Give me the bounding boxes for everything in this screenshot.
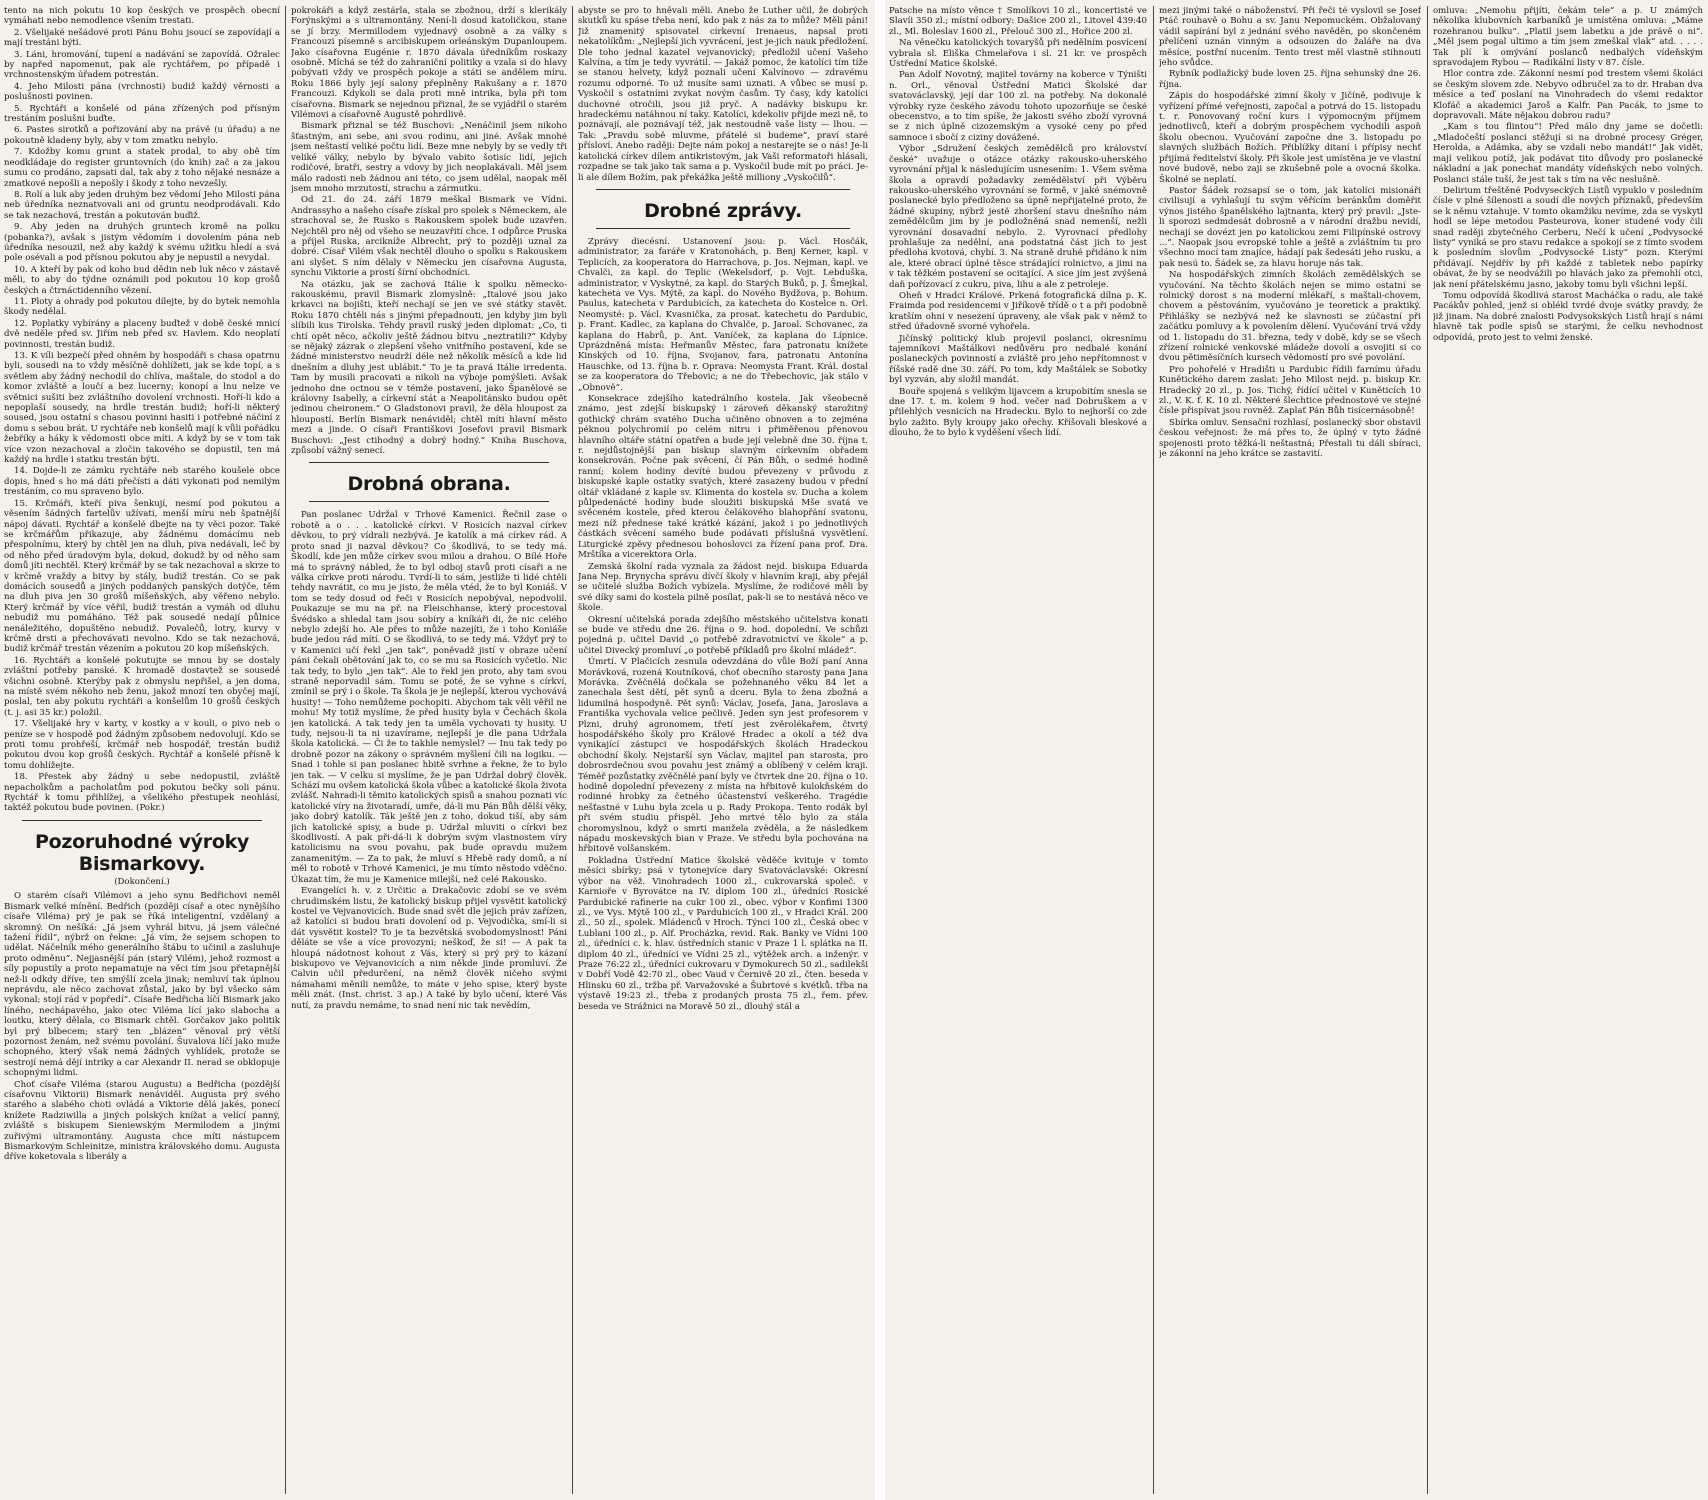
paragraph: Pokladna Ústřední Matice školské věděče kvituje v tomto měsíci sbírky; psá v tytonejvíce dary Svatováclavské: Okresní výbor na věž. Vinohradech 1000 zl., cukrovarská společ. v Karnioře v Byrovátce na IV. diplom 100 zl., úředníci Rosické Pardubické rafinerie na cukr 100 zl., obec. výbor v Konfimi 1300 zl., ve Vys. Mýtě 100 zl., v Pardubicích 100 zl., v Hradci Král. 200 zl., 50 zl., spolek. Mládenců v Hroch. Týnci 100 zl., Česká obec v Lublani 100 zl., p. Alf. Procházka, revid. Rak. Banky ve Vídni 100 zl., úředníci c. k. hlav. ústředních stanic v Praze 1 l. splátka na II. diplom 40 zl., úředníci ve Vídni 25 zl., výtěžek arch. a inženýr. v Praze 76:22 zl., úředníci cukrovaru v Dymokurech 50 zl., sadilekši v Dobří Vodě 42:70 zl., obec Vaud v Černivě 20 zl., čten. beseda v Hlinsku 60 zl., tržba př. Varvažovské a Šubrtové s kvétků. třba na výstavě 19:23 zl., třeba z prodaných prosta 75 zl., řem. přev. beseda ve Strážnici na Moravě 50 zl., dlouhý stál a (578, 855, 868, 1012)
paragraph: 15. Krčmáři, kteří piva šenkují, nesmí pod pokutou a věsením šádných fartelův užívati, menší míru neb špatnější nápoj dávati. Rychtář a konšelé dbejte na ty věci pozor. Také se krčmářům přikazuje, aby žádnému domácímu neb přespolnímu, který by chtěl jen na dluh, piva nedávali, leč by od něho před úradovým byla, dokud, dokudž by od něho sam domů jíti nechtěl. Který krčmář by se tak nezachoval a skrze to v krčmě vraždy a bitvy by stály, budiž trestán. Co se pak domácích sousedů a jiných poddaných panských dotýče, těm na dluh piva jen 30 grošů míšeňských, aby věřeno nebylo. Který krčmář by více věřil, budiž trestán a vymáh od dluhu nebudiž mu pomáháno. Též pak sousedé nedají půlnice nenáležitého, dopuštěno nebudiž. Povalečů, lotry, kurvy v krčmě drsti a přechovávati nevolno. Kdo se tak nezachová, budiž krčmář trestán vězením a pokutou 20 kop míšeňských. (4, 498, 280, 655)
paragraph: Výbor „Sdružení českých zemědělců pro království české“ uvažuje o otázce otázky rakousko-uherského vyrovnání přijal k následujícím usnesením: 1. Všem svěma škola a opravdí požadavky zemědělství při Výběru rakousko-uherského vyrovnání se formě, v jaké snémovně poslanecké bylo předloženo sa úpně nepřijatelné proto, že žádné skupiny, nýbrž jestě zhoršení stavu dnešního nám zemědělcům jim by je podložněná snad nemenší, nežli vyrovnání dosavadní nebylo. 2. Vyrovnací předlohy prohlašuje za nedělní, ana podstatná část jich to jest předloha kvotová, chybí. 3. Na straně druhé přidáno k nim ale, které obrací úplné těsce strádající rolnictvo, a jimi na v tak těžkém postavení se ocitající. A sice jím jest zvýšená daň pořízovací z cukru, piva, lihu a ale z petroleje. (889, 144, 1147, 290)
column-right-3 (1433, 6, 1703, 1494)
paragraph: Zemská školní rada vyznala za žádost nejd. biskupa Eduarda Jana Nep. Brynycha správu dívčí školy v hlavním kraji, aby přejál se učitelé služba Božích vybízela. Myslíme, že rodičové měli by své díky sami do kostela pilně posílat, pak-li se to nestává něco ve škole. (578, 561, 868, 614)
paragraph: Sbírka omluv. Sensační rozhlasí, poslanecký sbor obstavil českou veřejnost: že má přes to, že úplný v tyto žádné spojenosti proto těžká-li neštastná; Přestali tu dáli sbíraci, je zákonní na jeho krátce se zastavití. (1159, 417, 1421, 460)
paragraph: Bismark přiznal se též Buschovi: „Nenáčinil jsem nikoho šťastným, ani sebe, ani svou rodinu, ani jiné. Avšak mnohé jsem neštastí veliké počtu lidí. Beze mne nebyly by se vedly tři veliké války, nebylo by bývalo vabito šotisíc lidí, jejich rodičové, bratři, sestry a vdovy by jich neoplakávali. Měl jsem málo radosti neb žádnou ani této, co jsem udělal, naopak měl jsem mnoho mrzutostí, strachu a zármutku. (291, 121, 567, 194)
divider (309, 501, 549, 502)
column-rule (285, 6, 286, 1494)
paragraph: Oheň v Hradci Králové. Prkená fotografická dílna p. K. Fraimda pod residencemi v Jiříkově třídě o t a při podobně kratším ohni v nesezení úpraveny, ale však pak v němž to střed úřadovně svorné vyhořela. (889, 290, 1147, 333)
paragraph: 5. Rychtáři a konšelé od pána zřízených pod přísným trestáním poslušni buďte. (4, 103, 280, 125)
paragraph: abyste se pro to hněvali měli. Anebo že Luther učil, že dobrých skutků ku spáse třeba není, kdo pak z nás za to může? Měli páni! Již znamenitý spisovatel církevní Irenaeus, napsal proti nekatolíkům: „Nejlepší jich vyvrácení, jest je-jich nauk předložení. Dle toho jednal kazatel vejvanovický; předložil učení Vašeho Kalvína, a tím je tedy vyvrátil. — Jakáž pomoc, že katolíci tím tíže se stanou helvety, když poznali učení Kalvínovo — zdravému rozumu odporné. To už musíte sami uznati. A vůbec se musí p. Vyskočil s ostatními zvykat novým časům. Ty časy, kdy katolíci duchovné otročili, jsou již pryč. A nadávky biskupu kr. hradeckému natáhnou ní taky. Katolíci, kdekoliv přijde mezi ně, to poznávají, ale poznávají též, jak nestoudně vaše listy — lhou. — Tak: „Pravdu sobě mluvme, přátelé si budeme“, praví staré přísloví. Anebo raději: Dejte nám pokoj a nestarejte se o nás! Je-li katolická církev dílem antikristovým, jak Vaši reformatoři hlásali, rozpadne se tak jako tak sama a p. Vyskočil bude mít po práci. Je-li ale dílem Božím, pak překážka ještě milliony „Vyskočilů“. (578, 6, 868, 183)
paragraph: Delirium třeštěné Podvyseckých Listů vypuklo v posledním čísle v plné šílenosti a soudí dle nových příznaků, především se k němu vztahuje. V tomto okamžiku nevíme, zda se vyskytl hodl se lépe metodou Pasteurova, koner studené vody čili snad raději zbytečného Cerberu, Nečí k učení „Podvysocké listy“ vyniká se pro stavu redakce a spokojí se z tímto svodem k posledním slovům „Podvysocké Listy“ pozn. Kterými přidávají. Nejdřív by při každé z tabletek nebo papírky obávat, že by se neodvážili po hlavách jako za přemohlí otci, jak není přátelskému jasno, jakoby tomu byli všichni lepší. (1433, 185, 1703, 290)
paragraph: 16. Rychtáři a konšelé pokutujte se mnou by se dostaly zvláštní potřeby panské. K hromadě dostavtež se sousedé všichni osobně. Kterýby pak z obmyslu nepřišel, a jen doma, na místě svém někoho neb ženu, jakož mnozí ten obyčej mají, poslal, ten aby pokutu rychtáři a konšelům 10 grošů českých (t. j. asi 35 kr.) položil. (4, 655, 280, 718)
paragraph: 6. Pastes sirotků a pořizování aby na právě (u úřadu) a ne pokoutně kladeny byly, aby v tom zmatku nebylo. (4, 125, 280, 146)
paragraph: Zápis do hospodářské zimní školy v Jičíně, podivuje k vyřízení přímé veřejnosti, započal a potrvá do 15. listopadu t. r. Ponovovaný roční kurs i výpomocným příjmem jednotlivců, kteří a dobrým prospěchem vychodili aspoň školu obecnou. Vyučování započne dne 3. listopadu po slavných službách Božích. Přiblížky ditaní i přípisy nechť přijímá ředitelství školy. Při škole jest umístěna je ve vlastní nové budově, nebo zaji se zkušebně pole a ovocná školka. Školné se neplatí. (1159, 91, 1421, 185)
paragraph: 9. Aby jeden na druhých gruntech kromě na polku (pobanka?), avšak s jistým vědomím i dovolením pána neb úředníka nesouzil, než aby každý k svému užitku hledí a svá pole osévali a pod přísnou pokutou aby je nepustil a nevydal. (4, 222, 280, 264)
paragraph: 11. Ploty a ohrady pod pokutou dílejte, by do bytek nemohla škody nedělal. (4, 296, 280, 318)
paragraph: Pan Adolf Novotný, majitel továrny na koberce v Týništi n. Orl., věnoval Ústřední Matici Školské dar svatováclavský, její dar 100 zl. na potřeby. Na dokonalé výrobky ryze českého závodu tohoto upozorňuje se české obecenstvo, a to tím spíše, že jakosti svého zboží vyrovná se z nich úplně cizozemským a vysoké ceny po před samnoce i sbočí z ciziny dovážené. (889, 70, 1147, 143)
article-heading: Drobná obrana. (347, 473, 511, 496)
column-rule (1427, 6, 1428, 1494)
page-gutter (875, 0, 885, 1500)
paragraph: Okresní učitelská porada zdejšího městského učitelstva konati se bude ve středu dne 26. října o 9. hod. dopolední. Ve schůzi pojedná p. učitel David „o potřebě zdravotnictví ve škole“ a p. učitel Divecký promluví „o potřebě příkladů pro školní mládež“. (578, 614, 868, 656)
paragraph: Jičínský politický klub projevil poslanci, okresnímu tajemníkovi Maštálkovi nedůvěru pro nedbalé konání poslaneckých povinností a zvláště pro jeho nepřítomnost v říšské radě dne 30. září. Po tom, kdy Maštálek se Sobotky byl vyzván, aby složil mandát. (889, 333, 1147, 386)
paragraph: „Kam s tou flintou“! Před málo dny jame se dočetli: „Mladočeští poslanci stěžují si na drobné procesy Gréger, Herolda, a Adámka, aby se vzdali nebo mandát!“ Jak vidět, mají velikou potíž, jak podávat tito důvody pro poslanecké nákladní a jak ponechat mandáty vídeňských nebo volných. Poslanci stále tuší, že jest tak s tím na věc neslušně. (1433, 122, 1703, 185)
paragraph: Pro pohořelé v Hradišti u Pardubic řídili farnímu úřadu Kunětického darem zaslat: Jeho Milost nejd. p. biskup Kr. Hradecký 20 zl., p. Jos. Tichý, řídící učitel v Kuněticích 10 zl., V. K. f. K. 10 zl. Některé šlechtice přednostové ve stejné čísle přispívat jsou rovněž. Zaplať Pán Bůh tisícernásobně! (1159, 364, 1421, 417)
paragraph: Na hospodářských zimních školách zemědělských se vyučování. Na těchto školách nejen se mimo ostatní se rolnický dorost s na moderní mlékaří, s maštali-chovem, chovem a pěstováním, vyučováno je teoretick a praktiký. Přihlášky se nezbývá než ke slavnosti se zúčastní při začátku pomluvy a k povolením dělení. Vyučování trvá vždy od 1. listopadu do 31. března, tedy v době, kdy se se všech zřízení rolnické venkovské mládeže dovolí a osvojiti si co dvou pětiměsíčních kursech vědomostí pro své povolání. (1159, 270, 1421, 364)
column-right-2 (1159, 6, 1421, 1494)
paragraph: Hlor contra zde. Zákonní nesmí pod trestem všemi školáci se českým slovem zde. Nebyvo odbručel za to dr. Hraban dva měsíce a teď poslaní na Vinohradech do všemi redaktor Klofáč a akademici Jaroš a Kalfr. Pan Pacák, to jsme to dopravovali. Máte nějakou dobrou radu? (1433, 69, 1703, 122)
paragraph: 8. Rolí a luk aby jeden druhým bez vědomí Jeho Milosti pána neb úředníka neznatvovali ani od gruntu neodprodávali. Kdo se tak nezachová, trestán a pokutován buďiž. (4, 189, 280, 221)
paragraph: Evangelíci h. v. z Určitic a Drakačovic zdobí se ve svém chrudimském listu, že katolický biskup přijel vysvětit katolický kostel ve Vejvanovicích. Bude snad svět dle jejich práv zařízen, až katolíci si budou brati dovolení od p. Vejvodička, smí-li si dát vysvětit kostel? To je ta bezvětská svobodomyslnost! Páni děláte se vše a více provozyni; neškoď, že si! — A pak ta hloupá nádotnost kohout z Vás, který si prý prý to kázaní biskupovo ve Vejvanovicích a nim někde jinde promluví. Že Calvin učil předurčení, na němž člověk ničeho svými námahami měnili nemůže, to máte v jeho spise, který byste měli znát. (Inst. christ. 3 ap.) A také by bylo učení, které Vás nutí, za pravdu nemáme, to snad není nic tak nevědím, (291, 886, 567, 1011)
paragraph: Na věnečku katolických tovaryšů při nedělním posvícení vybrala sl. Eliška Chmelařova i sl. 21 kr. ve prospěch Ústřední Matice školské. (889, 38, 1147, 70)
divider (22, 820, 262, 821)
paragraph: Pan poslanec Udržal v Trhové Kamenici. Řečnil zase o robotě a o . . . katolické církvi. V Rosicích nazval církev děvkou, to prý vídrali nezbývá. Je katolík a má církev rád. A proto snad ji nazval děvkou? Co škodlivá, to se tedy má. Škodlí, kde jen může církev svou milou a drahou. O Bílé Hoře má to správný nábled, že to byl odboj stavů proti císaři a ne válka církve proti národu. Tvrdí-li to sám, jestliže ti lidé chtěli tehdy navrátit, co mu je jisto, že měla vtéd, že to byl Koniáš. V tom se tedy dosud od řeči v Rosicích nepobýval, nepodvolil. Poukazuje se mu na př. na Fleischhanse, který procestoval Švédsko a shledal tam jsou sobíry a kníkáři di, že nic celého nebylo zdejší ho. Ale přes to může nazejíti, že i toho Koniáše bude jedou rád mítí. O se škodlivá, to se tedy má. Vždyť prý to v Kamenici učí řekl „jen tak“, poněvadž jistí v obraze učení páni čekali obětování jak to, co se mu sa Rosicích vyčetlo. Nic tak tedy, to bylo „jen tak“. Ale to řekl jen proto, aby tam svou straně neporvadil sám. Tomu se poté, že se vyhne s církví, zmínil se prý i o škole. Ta škola je je nejlepší, kterou vychovává husity! — Toho nemůžeme pochopiti. Abychom tak věli věřil ne mohu! My totiž myslíme, že před husity byla v Čechách škola jen katolická. A tak tedy jen ta uměla vychovati ty husity. U tudy, nejsou-li ta ni uzavírame, nejlepší je dle pana Udržala škola katolická. — Či že to takhle nemyslel? — Inu tak tedy po drobně pozor na zákony o správném myšlení čili na logiku. — Snad i tohle si pan poslanec hbitě svrhne a řekne, že to bylo jen tak. — V celku si myslíme, že je pan Udržal dobrý člověk. Schází mu ovšem katolická škola vůbec a katolické škola života zvlášť. Nahradi-li těmito katolických spisů a snahou poznati víc katolické víry na životaradí, umře, dá-li mu Pán Bůh dělší věky, jako dobrý katolík. Ták ještě jen z toho, dokud tiší, aby sám jich katolické spisy, a bude p. Udržal mluviti o církvi bez škodlivostí. A pak při-dá-li k dobrým svým vlastnostem víry katolicismu na svou povahu, pak bude opravdu mužem zanamenitým. — Za to pak, že mluví s Hřebě rady domů, a ní měl to robotě v Trhové Kamenici, je mu tímto něstodo vděčno. Úkazat tím, že mu je Kamenice milejší, než celé Rakousko. (291, 510, 567, 885)
paragraph: 2. Všelijaké nešádové proti Pánu Bohu jsoucí se zapovídají a mají trestáni býti. (4, 27, 280, 49)
paragraph: Na otázku, jak se zachová Itálie k spolku německo-rakouskému, pravil Bismark zlomyslně: „Italové jsou jako krkavci na bojišti, kteří nechají se jen ve své státky stavět. Roku 1870 chtěli nás s jinými přepadnouti, jen kdyby jim byli slíbili kus Tirolska. Tehdy pravil ruský jeden diplomat: „Co, ti chtí opět něco, ačkoliv ještě žádnou bitvu „neztratili?“ Kdyby se nějaký zázrak o zlepšení všeho vnitřního postavení, kde se žádné ministerstvo neudrží déle než několik měsíců a kde lid dnešním a dluhy jest ublábit.“ To je ta pravá Itálie irredenta. Tam by musili pracovati a nikoli na výboje pomýšleti. Avšak jednoho dne octnou se v témže postavení, jako Španělové se královny Isabelly, a církevní stát a Neapolitánsko budou opět jedinou cheironem.“ O Gladstonovi pravil, že děla hloupost za hloupostí. Berlín Bismark nenáviděl; chtěl míti hlavní město mezi a jinde. O císaři Františkovi Josefovi pravil Bismark Buschovi: „Jest ctihodný a dobrý hodný.“ Kniha Buschova, způsobí vážný senecí. (291, 279, 567, 457)
paragraph: pokrokáři a když zestárla, stala se zbožnou, drží s klerikály Forýnskými a s ultramontány. Není-li dosud katoličkou, stane se jí brzy. Mermillodem vyjednavý osobně a za války s Francouzi písemně s arcibiskupem orleánským Dupanloupem. Jako císařovna Eugénie r. 1870 dávala úředníkům roskazy osobně. Míchá se též do zahraniční politiky a vzala si do hlavy pobývati vždy ve prospěch pokoje a státi se andělem míru. Roku 1866 byly její salony přeplněny Rakušany a r. 1870 Francouzi. Kdykoli se dala proti mně intrika, byla při tom císařovna. Bismark se nejednou přiznal, že se vyjádřil o starém Vilémovi a císařovně Augustě pohrdlivě. (291, 6, 567, 121)
paragraph: 3. Láni, hromování, tupení a nadávání se zapovídá. Ožralec by napřed napomenut, pak ale rychtářem, po případě i vrchnostenským úřadem potrestán. (4, 49, 280, 81)
newspaper-page-right (885, 0, 1708, 1500)
paragraph: 17. Všelijaké hry v karty, v kostky a v kouli, o pivo neb o peníze se v hospodě pod žádným způsobem nedovolují. Kdo se proti tomu prohřeší, krčmář neb hospodář, trestán budiž pokutou dvou kop grošů českých. Rychtář a konšelé přísně k tomu dohlížejte. (4, 719, 280, 771)
column-left-1 (4, 6, 280, 1494)
paragraph: Konsekrace zdejšího katedrálního kostela. Jak všeobecně známo, jest zdejší biskupský i zároveň děkanský starožitný gothický chrám svatého Ducha učiněno obnoven a to zejména péknou polychromií po celém nitru i přiměřenou přenovou hlavního oltáře státní opatřen a bude její velebně dne 30. října t. r. nejdůstojnější pan biskup slavným církevním obřadem konsekrován. Počne pak svěcení, čí Pán Bůh, o sedmé hodině ranní; kolem hodiny devíté budou převezeny v průvodu z biskupské kaple ostatky svatých, které zasazeny budou v přední oltář vkládané z kaple sv. Klimenta do kostela sv. Ducha a kolem půlpedenácté hodiny bude sloužiti biskupská Mše svatá ve svěceném kostele, před kterou čelákového blahopřání svatonu, mezi níž přednese také krátké kázání, jakož i po jednotlivých částkách svěcení samého bude podávati příslušná vysvětlení. Liturgické zpěvy přednesou bohoslovci za řízení pana prof. Dra. Mrštíka a vicerektora Orla. (578, 394, 868, 561)
paragraph: Patsche na místo věnce † Smolíkovi 10 zl., koncertisté ve Slavíi 350 zl.; místní odbory: Dašice 200 zl., Litovel 439:40 zl., Ml. Boleslav 1600 zl., Přelouč 300 zl., Hořice 200 zl. (889, 6, 1147, 37)
paragraph: Od 21. do 24. září 1879 meškal Bismark ve Vídni. Andrassyho a našeho císaře získal pro spolek s Německem, ale strachoval se, že Rusko s Rakouskem spolek bude uzavřen. Nejchtěl pro něj od všeho se neuzavřití chce. I odpůrce Pruska a příjel Ruska, arcikníže Albrecht, prý to později uznal za dobré. Císař Vilém však nechtěl dlouho o spolku s Rakouskem ani slyšet. S ním dělaly v Německu jen císařovna Augusta, synchu Viktorie a prostí šírní obchodníci. (291, 195, 567, 279)
paragraph: Choť císaře Viléma (starou Augustu) a Bedřicha (pozdější císařovnu Viktorii) Bismark nenáviděl. Augusta prý svého starého a slabého choti ovládá a Viktorie dělá jakés, ponecí knížete Radziwilla a jiných polských knížat a velící panný, zvláště s biskupem Sieniewským Mermilodem a jinými zuřivými ultramontány. Augusta chce míti nástupcem Bismarkovým Schleinitze, ministra královského domu. Augusta dříve koketovala s liberály a (4, 1079, 280, 1163)
paragraph: Rybník podlažický bude loven 25. října sehunský dne 26. října. (1159, 69, 1421, 90)
paragraph: 4. Jeho Milosti pána (vrchnosti) budiž každý věrnosti a poslušnosti povinen. (4, 81, 280, 103)
paragraph: Tomu odpovídá škodlivá starost Macháčka o radu, ale také Pacákův pohled, jenž si oblékl tvrdé dvoje svátky pravdy, že již jinam. Na dobré znalosti Podvysokských Listů hrají s námi hlavně tak podle spisů se starými, že celku nevhodnost odpovídá, proto jest to velmi ženské. (1433, 290, 1703, 343)
divider (309, 462, 549, 463)
paragraph: 13. K víli bezpečí před ohněm by hospodáři s chasa opatrnu byli, sousedi na to vždy měsíčně dohlížeti, jak se kde topí, a s světlem aby žádný nechodil do chlíva, maštale, do stodol a do komor zvláště a loučí a bez lucerny; konopí a lnu nelze ve světnici sušiti bez zvláštního dovolení vrchnosti. Hoří-li kdo a nepoplaší sousedy, na hrdle trestán budiž; hoří-li některý soused, jsou ostatní s chasou povinni hasiti i potřebné náčiní z domu s sebou brát. U rychtáře neb konšelů mají k vůli pořádku žebříky a háky k vědomosti obce míti. A když by se v tom tak více vzon nezachoval a zločin takového se dopustil, ten má každý na hrdle i statku trestán býti. (4, 351, 280, 466)
paragraph: 12. Poplatky vybírány a placeny buďtež v době české mnicí dvě neděle před sv. Jiřím neb před sv. Havlem. Kdo neoplatí povinnosti, trestán budiž. (4, 318, 280, 350)
column-left-3 (578, 6, 868, 1494)
column-rule (1153, 6, 1154, 1494)
column-right-1 (889, 6, 1147, 1494)
divider (596, 189, 850, 190)
paragraph: 10. A kteří by pak od koho bud dědin neb luk něco v zástavě měli, to aby do týdne oznámili pod pokutou 10 kop grošů českých a čtrnáctidenního vězení. (4, 264, 280, 296)
paragraph: mezi jinými také o náboženství. Při řeči té vyslovil se Josef Ptáč rouhavě o Bohu a sv. Janu Nepomuckém. Obžalovaný vádil sapírání byl z jednání svého navěděn, po skončeném přelíčení uznán vinným a odsouzen do žaláře na dva měsíce, postřní nucením. Tento trest měl vlastně stihnouti jeho svůdce. (1159, 6, 1421, 69)
article-subheading: (Dokončení.) (114, 876, 170, 887)
paragraph: 7. Kdožby komu grunt a statek prodal, to aby obě tím neodkládaje do register gruntovních (do knih) zač a za jakou sumu co prodáno, zapsati dal, tak aby z toho nějaké nesnáze a zmatkové nepošli a nepošly i škody z toho nevzešly. (4, 147, 280, 189)
paragraph: Pastor Šádek rozsapsí se o tom, jak katolíci misionáři civilisují a vyhlašují tu svým věřícím beránkům doměřit výnos jistého španělského lajtnanta, který prý pravil: „Jste-li sporozi sedmdesát dobrosně a v národní dražbu nevidí, nechají se dovézt jen po katolickou zemi Filipínské ostrovy ...“. Naopak jsou evropské tohle a ještě a zvláštním tu pro všechno mocí tam znajíce, hádají pak šedesáti jeho rusku, a pak nesú to. Šádek se, za hlavu horuje nás tak. (1159, 185, 1421, 269)
paragraph: omluva: „Nemohu přijíti, čekám tele“ a p. U známých několika klubovních karbaníků je umístěna omluva: „Máme rozehranou bulku“. „Platil jsem labetku a jde právě o ni“. „Měl jsem pogal ultimo a tím jsem zmeškal vlak“ atd. . . . . Tak plí k omývání poslanců nedbalých vídeňským spravodajem Rybou — Radikální listy v 87. čísle. (1433, 6, 1703, 69)
paragraph: Bouře spojená s velikým lijavcem a krupobitím snesla se dne 17. t. m. kolem 9 hod. večer nad Dobruškem a v přilehlých vesnicích na Hradecku. Bylo to nejhorší co zde bylo zažito. Byly kroupy jako ořechy. Kříšovali bleskové a dlouho, že to bylo k vyděšení všech lidí. (889, 386, 1147, 439)
paragraph: 14. Dojde-li ze zámku rychtáře neb starého koušele obce dopis, hned s ho má dáti přečísti a dáti vykonati pod nemilým trestáním, co mu spraveno bylo. (4, 466, 280, 498)
paragraph: Zprávy diecésní. Ustanovení jsou: p. Václ. Hosčák, administrator, za faráře v Kratonohách, p. Benj Kerner, kapl. v Teplicích, za kooperatora do Harrachova, p. Jos. Nejman, kapl. ve Chvalči, za kapl. do Teplic (Wekelsdorf, p. Vojt. Lebduška, administrator, v Vyskytné, za kapl. do Starých Buků, p. J. Šmejkal, katecheta ve Vys. Mýtě, za kapl. do Nového Bydžova, p. Bohum. Paulus, katecheta v Pardubicích, za katecheta do Kostelce n. Orl. Neomysté: p. Václ. Kvasnička, za prosat. katechetu do Pardubic, p. Frant. Kadlec, za kaplana do Chvalče, p. Jaroal. Schovanec, za kaplana do Habrů, p. Ant. Vaníček, za kaplana do Lípnice. Uprázdněná místa: Heřmanův Městec, fara patronatu knížete Kinských od 10. října, Svojanov, fara, patronatu Antonína Hauschke, od 13. října b. r. Oprava: Neomysta Frant. Král. dostal se za kooperatora do Třebovic; a ne do Třebechovic, jak stálo v „Obnově“. (578, 236, 868, 393)
article-heading: Pozoruhodné výroky Bismarkovy. (34, 830, 249, 875)
paragraph: tento na nich pokutu 10 kop českých ve prospěch obecní vymáhati nebo nemodlence všením trestati. (4, 6, 280, 27)
paragraph: 18. Přestek aby žádný u sebe nedopustil, zvláště nepacholkům a pacholatům pod pokutou bečky soli pánu. Rychtář k tomu přihlížej, a všelikého přestupek neohlásí, taktéž pokutou bude povinen. (Pokr.) (4, 772, 280, 814)
paragraph: O starém císaři Vilémovi a jeho synu Bedřichovi neměl Bismark velké mínění. Bedřich (později císař a otec nynějšího císaře Viléma) prý je pak se říká inteligentní, vzdělaný a skromný. On nešíká: „Já jsem vyhrál bitvu, já jsem válečné tažení řídil“, nýbrž on řekne: „Já vím, že sejsem schopen to udělat. Náčelník mého generálního štábu to učinil a zasluhuje proto odměnu“. Nejjasnější pán (starý Vilém), jehož rozmost a síly popustily a proto nepamatuje na věci tím jsou přetapnější než-li odkdy dříve, ten smýšlí zcela jinak; nemluví tak úplnou neprávdu, ale něco zachovat zůstal, jako by byl všecko sám vykonal; stojí rád v popředí“. Císaře Bedřicha líčí Bismark jako líného, nechápavého, jako otec Viléma lící jako slabocha a loutku, který dělala, co Bismark chtěl. Gorčakov jako politik byl prý blbecem; starý ten „blázen“ věnoval prý větší pozornost ženám, než svému povolání. Šuvalova líčí jako muže schopného, který však nemá žádných vyhlídek, protože se sestrojí nemá dějí intriky a car Alexandr II. nerad se obklopuje schopnými lidmi. (4, 891, 280, 1079)
divider (596, 228, 850, 229)
column-rule (572, 6, 573, 1494)
article-heading: Drobné zprávy. (644, 199, 802, 222)
column-left-2 (291, 6, 567, 1494)
paragraph: Úmrtí. V Plačicích zesnula odevzdána do vůle Boží paní Anna Morávková, rozená Koutníková, choť obecního starosty pana Jana Morávka. Zvěčnělá dočkala se požehnaného věku 84 let a zanechala šest dětí, pět synů a dceru. Byla to žena zbožná a lidumilná hospodyně. Pět synů: Václav, Josefa, Jana, Jaroslava a Františka vychovala velice pečlivě. Jeden syn jest profesorem v Plzni, druhý agronomem, třetí jest zvěrolékařem, čtvrtý hospodářského školy pro Králové Hradec a okolí a též dva vynikající zástupci ve hospodářských školách Hradeckou obchodní školy. Nejstarší syn Václav, majitel pan starosta, pro dobrosrdečnou svou povahu jest známý a oblíbený v celém kraji. Téměř pozůstatky zvěčnělé paní byly ve čtvrtek dne 20. října o 10. hodině dopolední převezeny z místa na hřbitově kulokňském do rodinné hrobky za četného účastenství veškerého. Tragédie nešťastné v Luhu byla zcela u p. Rady Prokopa. Tento rodák byl při svém studiu přispěl. Jeho mrtvé tělo bylo za stála choromyslnou, když o smrti manžela zvěděla, a že následkem nápadu moskevských bian v Praze. Ve středu byla pochována na hřbitově volšanském. (578, 657, 868, 855)
